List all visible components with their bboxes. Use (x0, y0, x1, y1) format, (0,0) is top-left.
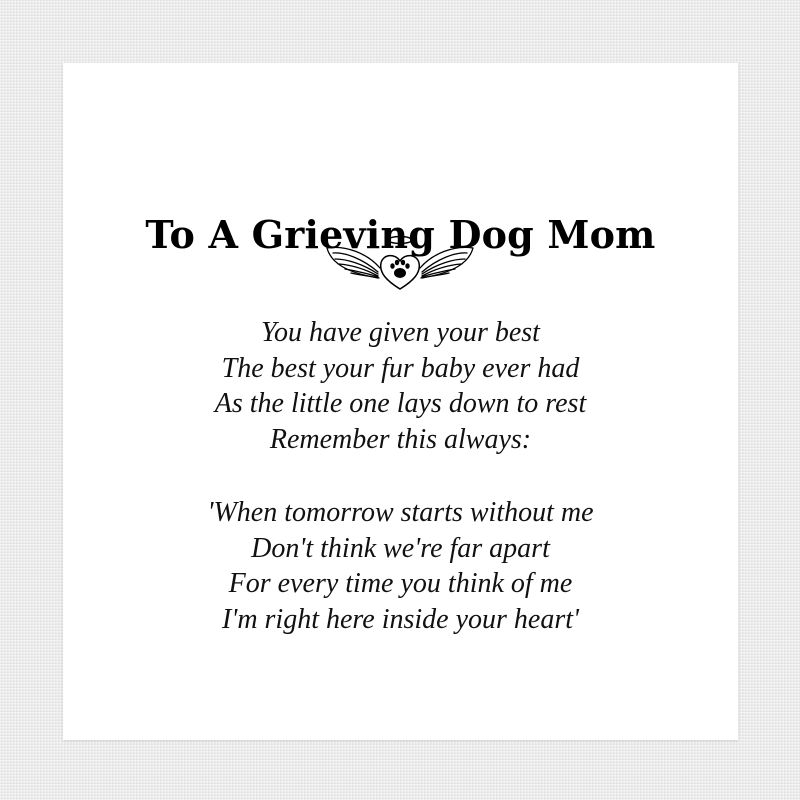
poem-stanza-2 (63, 495, 738, 637)
memorial-card (63, 63, 738, 740)
poem-line: 'When tomorrow starts without me (207, 497, 594, 528)
card-title: To A Grieving Dog Mom (145, 212, 656, 257)
poem-line: For every time you think of me (228, 568, 573, 599)
poem-line: Remember this always: (269, 423, 532, 455)
poem-stanza-1 (63, 315, 738, 457)
poem-line: Don't think we're far apart (251, 532, 550, 564)
poem-line: The best your fur baby ever had (221, 352, 580, 384)
poem-line: You have given your best (261, 317, 540, 348)
poem-line: I'm right here inside your heart' (222, 603, 579, 635)
poem-line: As the little one lays down to rest (214, 388, 587, 419)
winged-paw-heart-halo-icon (325, 233, 475, 293)
